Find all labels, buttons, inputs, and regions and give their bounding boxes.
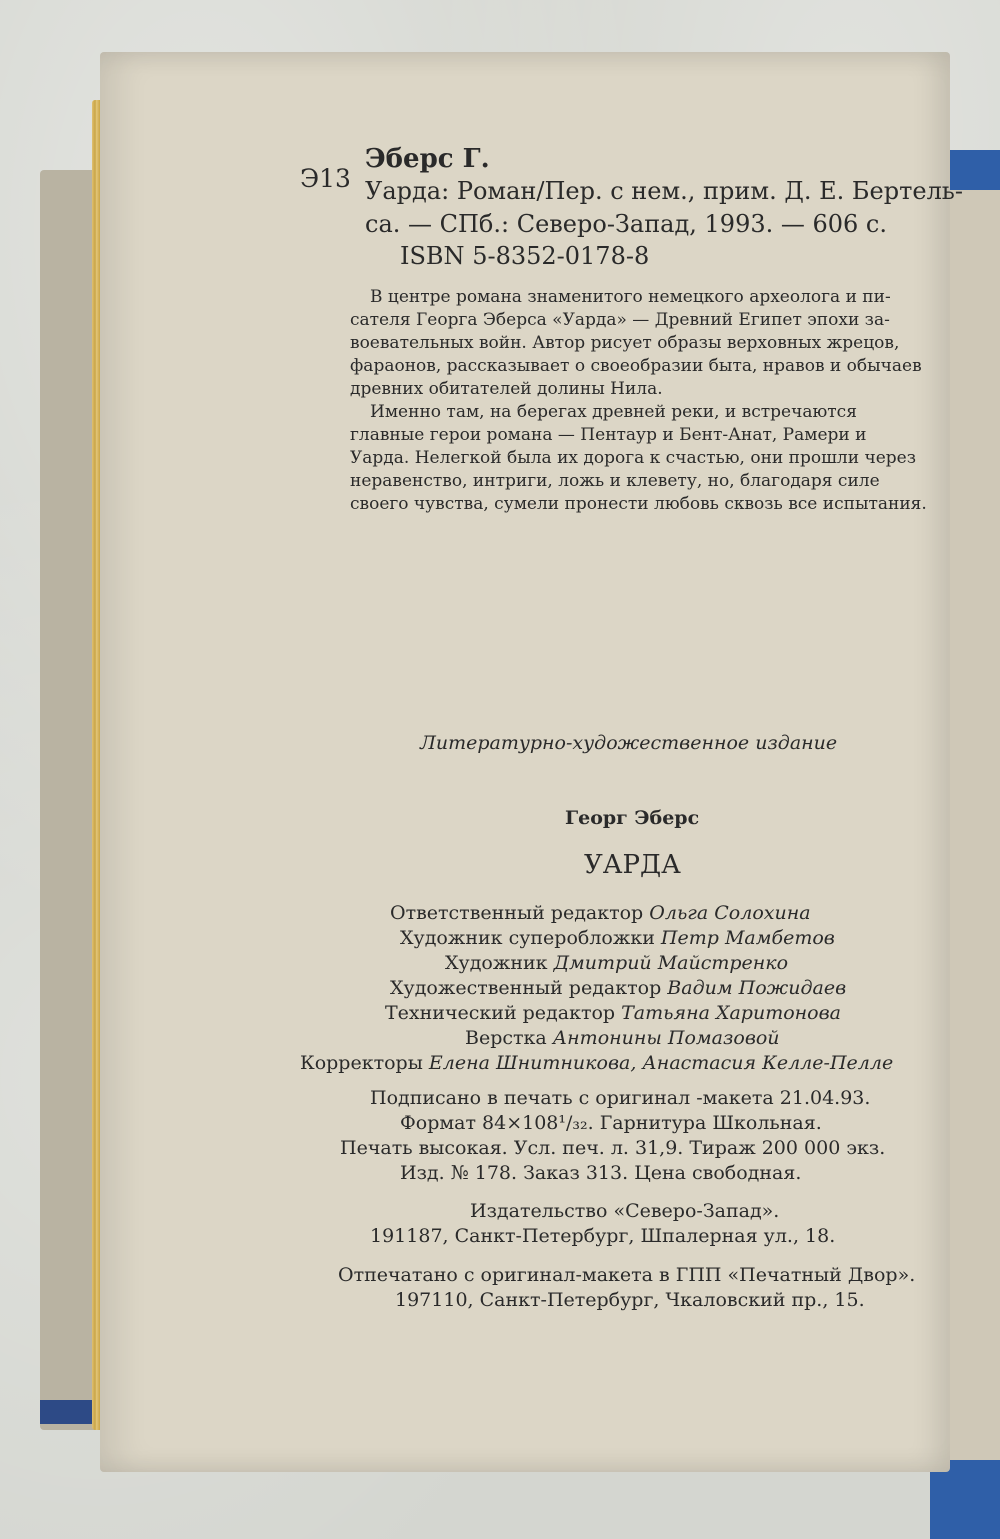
printer-line: 197110, Санкт-Петербург, Чкаловский пр., 15. xyxy=(395,1289,865,1311)
print-info-line: Изд. № 178. Заказ 313. Цена свободная. xyxy=(400,1162,802,1184)
annotation-line: древних обитателей долины Нила. xyxy=(350,379,663,399)
printer-line: Отпечатано с оригинал-макета в ГПП «Печатный Двор». xyxy=(338,1264,916,1286)
annotation-line: В центре романа знаменитого немецкого археолога и пи- xyxy=(370,287,891,307)
annotation-line: сателя Георга Эберса «Уарда» — Древний Египет эпохи за- xyxy=(350,310,890,330)
credit-line: Корректоры Елена Шнитникова, Анастасия Келле-Пелле xyxy=(300,1052,894,1074)
print-info-line: Формат 84×108¹/₃₂. Гарнитура Школьная. xyxy=(400,1112,822,1134)
catalog-author: Эберс Г. xyxy=(365,144,490,174)
publisher-line: 191187, Санкт-Петербург, Шпалерная ул., 18. xyxy=(370,1225,836,1247)
annotation-line: главные герои романа — Пентаур и Бент-Анат, Рамери и xyxy=(350,425,867,445)
annotation-line: неравенство, интриги, ложь и клевету, но, благодаря силе xyxy=(350,471,880,491)
annotation-line: воевательных войн. Автор рисует образы верховных жрецов, xyxy=(350,333,900,353)
catalog-line: са. — СПб.: Северо-Запад, 1993. — 606 с. xyxy=(365,210,887,238)
annotation-line: Уарда. Нелегкой была их дорога к счастью, они прошли через xyxy=(350,448,916,468)
credit-line: Ответственный редактор Ольга Солохина xyxy=(390,902,811,924)
edition-type: Литературно-художественное издание xyxy=(420,732,838,754)
annotation-line: фараонов, рассказывает о своеобразии быта, нравов и обычаев xyxy=(350,356,922,376)
catalog-line: Уарда: Роман/Пер. с нем., прим. Д. Е. Бертель- xyxy=(365,177,963,205)
credit-line: Художник суперобложки Петр Мамбетов xyxy=(400,927,835,949)
catalog-code: Э13 xyxy=(300,164,351,193)
right-page-edge xyxy=(950,190,1000,1460)
credit-line: Верстка Антонины Помазовой xyxy=(465,1027,780,1049)
book-author: Георг Эберс xyxy=(565,807,700,829)
print-info-line: Печать высокая. Усл. печ. л. 31,9. Тираж 200 000 экз. xyxy=(340,1137,886,1159)
credit-line: Художественный редактор Вадим Пожидаев xyxy=(390,977,847,999)
catalog-isbn: ISBN 5-8352-0178-8 xyxy=(400,242,650,270)
annotation-line: своего чувства, сумели пронести любовь сквозь все испытания. xyxy=(350,494,927,514)
publisher-line: Издательство «Северо-Запад». xyxy=(470,1200,780,1222)
annotation-line: Именно там, на берегах древней реки, и встречаются xyxy=(370,402,857,422)
credit-line: Технический редактор Татьяна Харитонова xyxy=(385,1002,841,1024)
book-title: УАРДА xyxy=(584,850,681,880)
credit-line: Художник Дмитрий Майстренко xyxy=(445,952,789,974)
book-page xyxy=(100,52,963,1472)
print-info-line: Подписано в печать с оригинал -макета 21.04.93. xyxy=(370,1087,871,1109)
